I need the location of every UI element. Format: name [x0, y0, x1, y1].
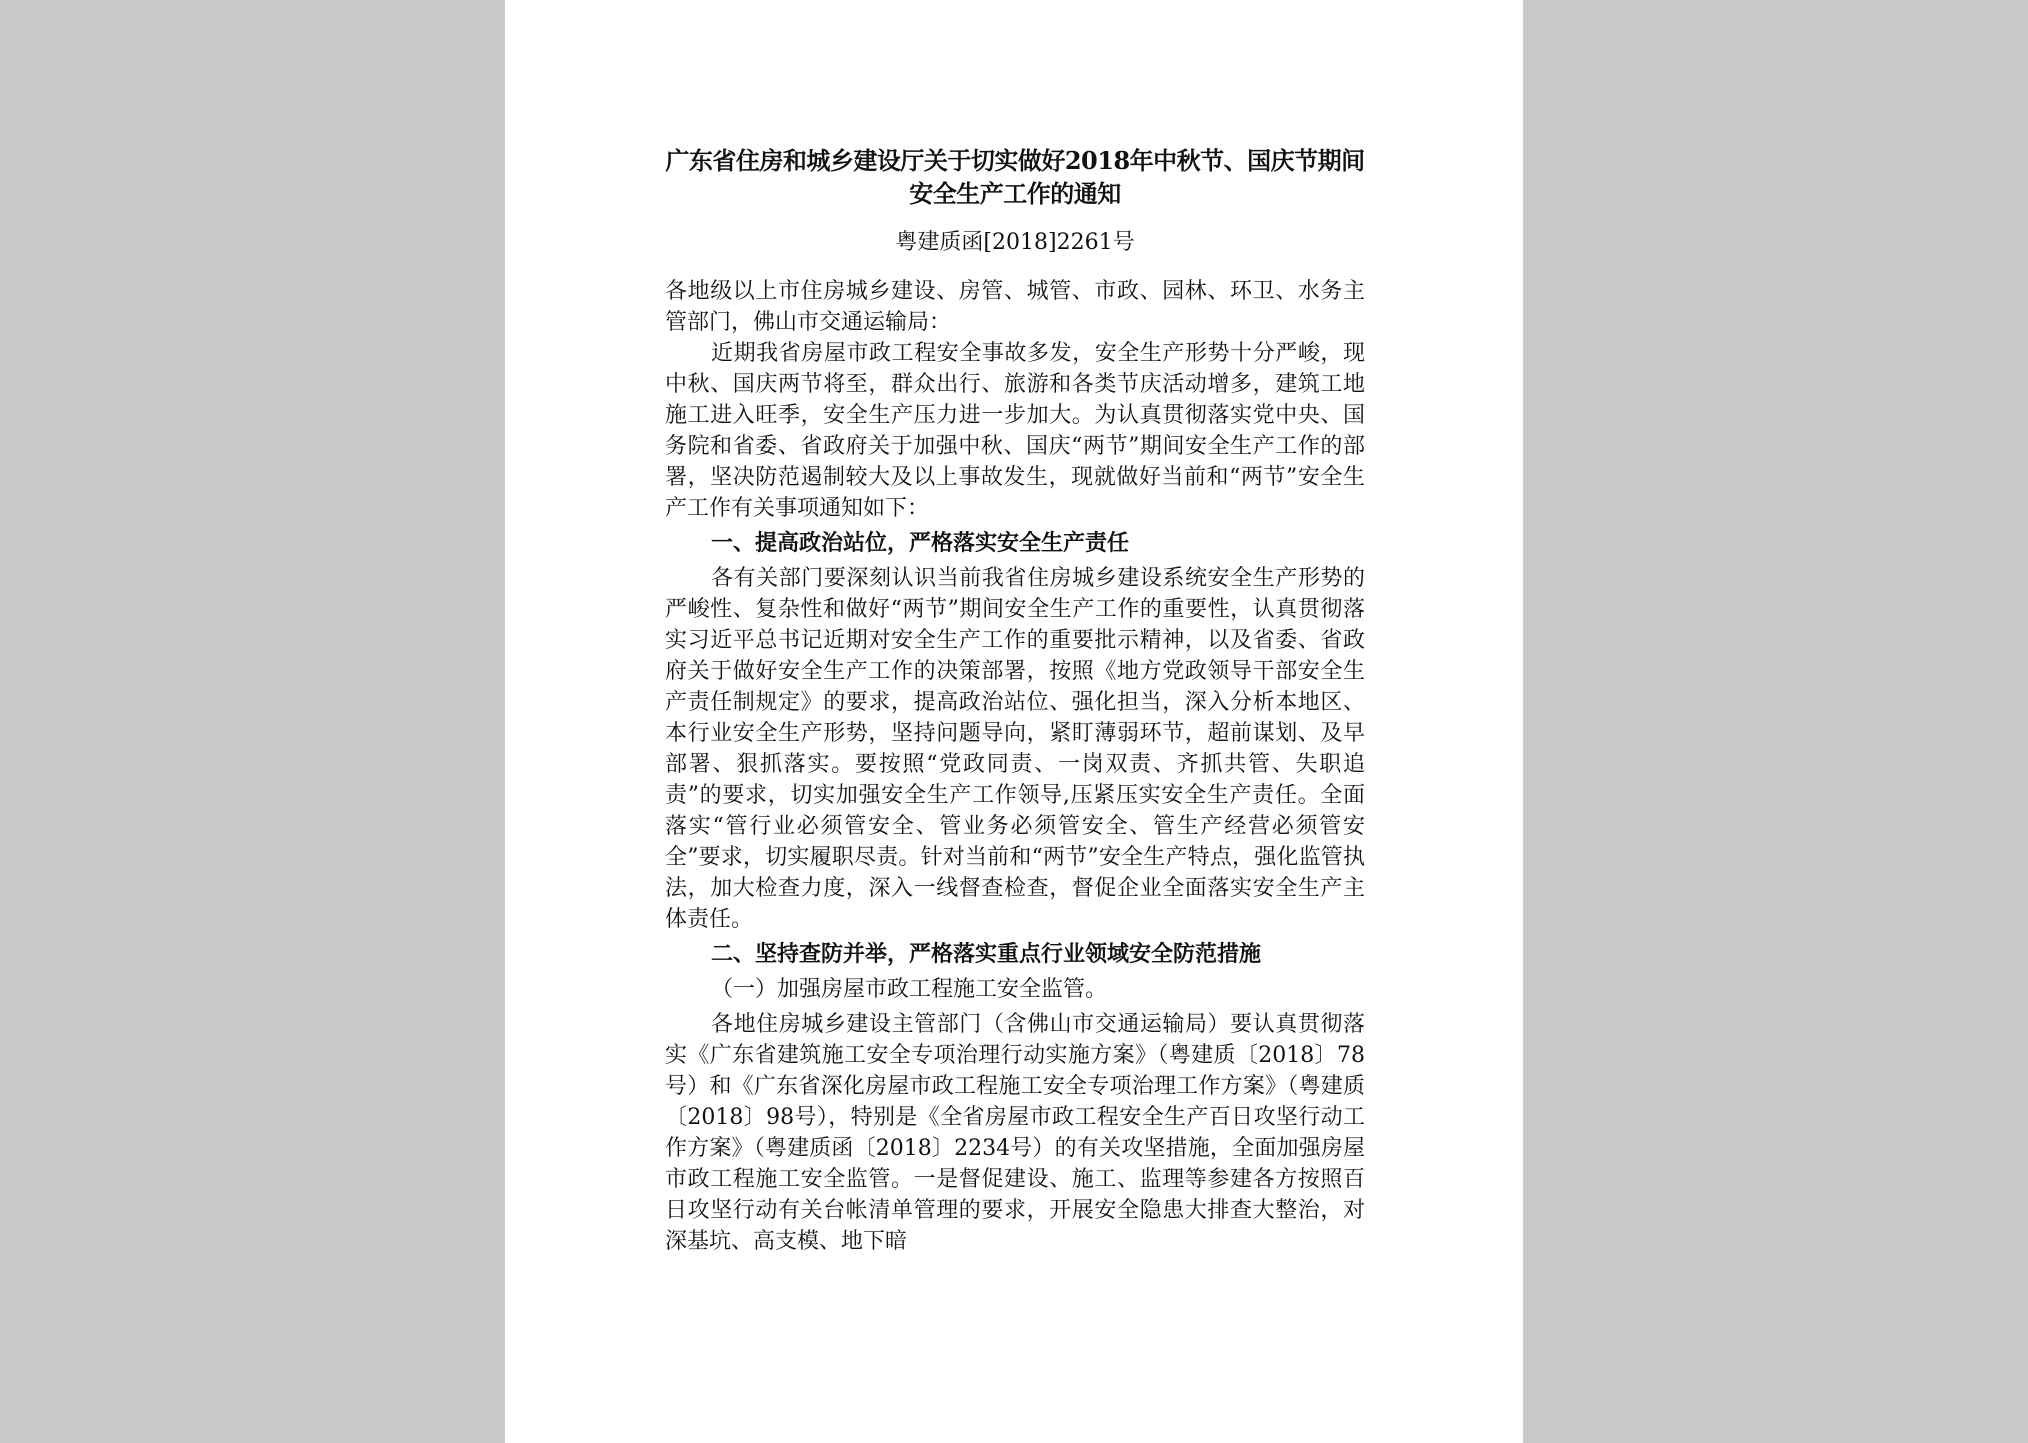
salutation: 各地级以上市住房城乡建设、房管、城管、市政、园林、环卫、水务主管部门，佛山市交通运输局： — [665, 279, 1365, 335]
document-number: 粤建质函[2018]2261号 — [895, 230, 1135, 255]
section-2-subheading: （一）加强房屋市政工程施工安全监管。 — [711, 977, 1108, 1002]
section-1-paragraph: 各有关部门要深刻认识当前我省住房城乡建设系统安全生产形势的严峻性、复杂性和做好“两节”期间安全生产工作的重要性，认真贯彻落实习近平总书记近期对安全生产工作的重要批示精神，以及省委、省政府关于做好安全生产工作的决策部署，按照《地方党政领导干部安全生产责任制规定》的要求，提高政治站位、强化担当，深入分析本地区、本行业安全生产形势，坚持问题导向，紧盯薄弱环节，超前谋划、及早部署、狠抓落实。要按照“党政同责、一岗双责、齐抓共管、失职追责”的要求，切实加强安全生产工作领导,压紧压实安全生产责任。全面落实“管行业必须管安全、管业务必须管安全、管生产经营必须管安全”要求，切实履职尽责。针对当前和“两节”安全生产特点，强化监管执法，加大检查力度，深入一线督查检查，督促企业全面落实安全生产主体责任。 — [665, 566, 1365, 932]
section-2-paragraph: 各地住房城乡建设主管部门（含佛山市交通运输局）要认真贯彻落实《广东省建筑施工安全专项治理行动实施方案》（粤建质〔2018〕78号）和《广东省深化房屋市政工程施工安全专项治理工作方案》（粤建质〔2018〕98号），特别是《全省房屋市政工程安全生产百日攻坚行动工作方案》（粤建质函〔2018〕2234号）的有关攻坚措施，全面加强房屋市政工程施工安全监管。一是督促建设、施工、监理等参建各方按照百日攻坚行动有关台帐清单管理的要求，开展安全隐患大排查大整治，对深基坑、高支模、地下暗 — [665, 1012, 1365, 1254]
document-page — [505, 0, 1523, 1443]
document-title: 广东省住房和城乡建设厅关于切实做好2018年中秋节、国庆节期间安全生产工作的通知 — [665, 146, 1365, 208]
intro-paragraph: 近期我省房屋市政工程安全事故多发，安全生产形势十分严峻，现中秋、国庆两节将至，群众出行、旅游和各类节庆活动增多，建筑工地施工进入旺季，安全生产压力进一步加大。为认真贯彻落实党中央、国务院和省委、省政府关于加强中秋、国庆“两节”期间安全生产工作的部署，坚决防范遏制较大及以上事故发生，现就做好当前和“两节”安全生产工作有关事项通知如下： — [665, 341, 1365, 521]
section-2-heading: 二、坚持查防并举，严格落实重点行业领域安全防范措施 — [711, 941, 1262, 967]
section-1-heading: 一、提高政治站位，严格落实安全生产责任 — [711, 530, 1130, 556]
document-content — [665, 144, 1365, 1257]
